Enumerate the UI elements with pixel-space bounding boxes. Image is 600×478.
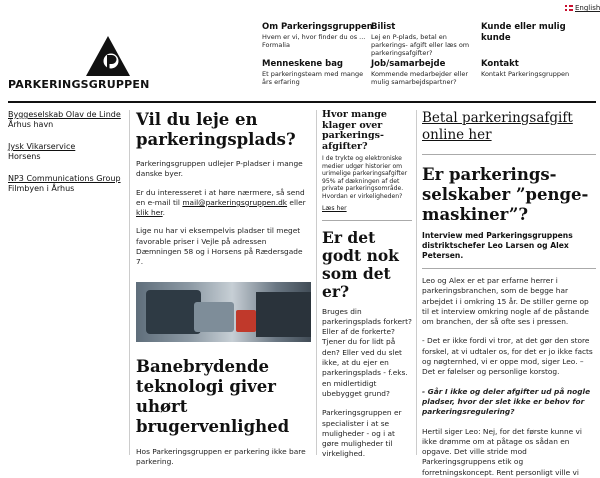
uk-flag-icon: [565, 5, 573, 11]
main-column: [136, 110, 311, 467]
logo-text: PARKERINGSGRUPPEN: [8, 78, 150, 91]
column-divider: [129, 110, 130, 455]
news-column: [322, 110, 412, 460]
menu-title: Bilist: [371, 22, 396, 32]
english-language-link[interactable]: [565, 4, 600, 12]
specialists-text: Parkeringsgruppen er specialister i at se muligheder - og i at gøre muligheder til virkelighed.: [322, 408, 402, 459]
menu-title: Kontakt: [481, 59, 519, 69]
article-question: - Går I ikke og deler afgifter ud på nogle pladser, hvor der slet ikke er behov for parkeringsregulering?: [422, 386, 591, 417]
article-subhead: Interview med Parkeringsgruppens distriktschefer Leo Larsen og Alex Petersen.: [422, 231, 573, 260]
technology-intro: Hos Parkeringsgruppen er parkering ikke bare parkering.: [136, 446, 306, 466]
article-paragraph: Hertil siger Leo: Nej, for det første kunne vi ikke drømme om at påtage os sådan en opgave. Det ville stride mod Parkeringsgruppens etik og forretningskoncept. Rent personligt ville vi: [422, 426, 582, 477]
menu-bilist[interactable]: [371, 22, 477, 57]
reference-sidebar: [8, 110, 126, 203]
technology-heading: Banebrydende teknologi giver uhørt brugervenlighed: [136, 356, 290, 436]
logo-mark-icon: [86, 36, 130, 76]
reference-link[interactable]: Jysk Vikarservice: [8, 142, 76, 151]
good-enough-heading: Er det godt nok som det er?: [322, 227, 399, 301]
menu-job-samarbejde[interactable]: [371, 59, 477, 86]
text: Er du interesseret i at høre nærmere, så send en e-mail til: [136, 187, 305, 207]
menu-desc: Hvem er vi, hvor finder du os ... Formalia: [262, 33, 366, 49]
parking-meter-photo: [136, 282, 311, 342]
divider: [322, 220, 412, 221]
divider: [422, 268, 596, 269]
column-divider: [316, 110, 317, 455]
menu-desc: Et parkeringsteam med mange års erfaring: [262, 70, 364, 86]
divider: [422, 154, 596, 155]
reference-location: Horsens: [8, 152, 41, 161]
reference-item: [8, 142, 126, 162]
pay-fine-online-link[interactable]: Betal parkeringsafgift online her: [422, 110, 573, 143]
header-divider: [8, 101, 596, 103]
menu-om-parkeringsgruppen[interactable]: [262, 22, 374, 49]
complaints-heading: Hvor mange klager over parkerings-afgifter?: [322, 109, 387, 152]
article-paragraph: - Det er ikke fordi vi tror, at det gør den store forskel, at vi udtaler os, for det er jo ikke facts og nøgternhed, vi er oppe mod, siger Leo. – Det er følelser og personlige korstog.: [422, 336, 593, 377]
menu-title: Kunde eller mulig kunde: [481, 22, 566, 43]
rent-intro: Parkeringsgruppen udlejer P-pladser i mange danske byer.: [136, 159, 303, 179]
complaints-text: I de trykte og elektroniske medier udgør historier om urimelige parkeringsafgifter 95% af dækningen af det private parkeringsområde. Hvordan er virkeligheden?: [322, 155, 408, 200]
reference-item: [8, 174, 126, 194]
rent-offers: Lige nu har vi eksempelvis pladser til meget favorable priser i Vejle på adressen Dæmningen 58 og i Horsens på Rædersgade 7.: [136, 226, 303, 267]
menu-title: Menneskene bag: [262, 59, 344, 69]
text: .: [162, 208, 165, 218]
reference-link[interactable]: Byggeselskab Olav de Linde: [8, 110, 121, 119]
reference-item: [8, 110, 126, 130]
rent-parking-heading: Vil du leje en parkeringsplads?: [136, 110, 296, 149]
klik-her-link[interactable]: klik her: [136, 208, 163, 218]
read-more-link[interactable]: Læs her: [322, 204, 347, 212]
column-divider: [416, 110, 417, 455]
email-link[interactable]: mail@parkeringsgruppen.dk: [182, 197, 288, 207]
menu-desc: Kommende medarbejder eller mulig samarbejdspartner?: [371, 70, 469, 86]
reference-link[interactable]: NP3 Communications Group: [8, 174, 121, 183]
good-enough-text: Bruges din parkeringsplads forkert? Eller af de forkerte? Tjener du for lidt på den? Eller ved du slet ikke, at du ejer en parkeringsplads - f.eks. en midlertidigt ubebygget grund?: [322, 306, 412, 398]
language-label: English: [575, 4, 600, 12]
menu-desc: Kontakt Parkeringsgruppen: [481, 70, 570, 78]
menu-kontakt[interactable]: [481, 59, 596, 78]
menu-title: Om Parkeringsgruppen: [262, 22, 373, 32]
text: eller: [287, 197, 306, 207]
logo[interactable]: [8, 36, 150, 92]
article-heading: Er parkerings-selskaber ”penge-maskiner”?: [422, 165, 589, 224]
rent-contact-paragraph: [136, 188, 311, 219]
menu-title: Job/samarbejde: [371, 59, 446, 69]
article-column: [422, 110, 596, 478]
menu-desc: Lej en P-plads, betal en parkerings- afgift eller læs om parkeringsafgifter?: [371, 33, 470, 57]
article-paragraph: Leo og Alex er et par erfarne herrer i parkeringsbranchen, som de begge har arbejdet i i omkring 15 år. De stiller gerne op til et interview omkring nogle af de påstande om branchen, der så ofte ses i pressen.: [422, 276, 589, 327]
menu-kunde[interactable]: [481, 22, 596, 44]
menu-menneskene-bag[interactable]: [262, 59, 368, 86]
reference-location: Filmbyen i Århus: [8, 184, 75, 193]
reference-location: Århus havn: [8, 120, 54, 129]
